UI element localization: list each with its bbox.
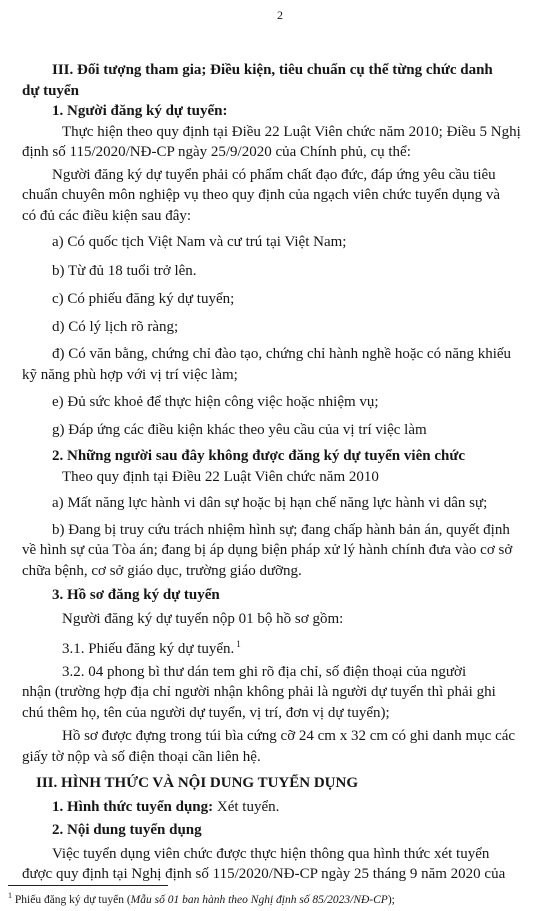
paragraph-line: Hồ sơ được đựng trong túi bìa cứng cỡ 24 cm x 32 cm có ghi danh mục các bbox=[62, 728, 516, 744]
list-item-cont: về hình sự của Tòa án; đang bị áp dụng biện pháp xử lý hành chính đưa vào cơ sở bbox=[22, 542, 513, 558]
list-item: g) Đáp ứng các điều kiện khác theo yêu cầu của vị trí việc làm bbox=[52, 422, 427, 438]
paragraph-line: Theo quy định tại Điều 22 Luật Viên chức năm 2010 bbox=[62, 469, 379, 485]
list-item: a) Mất năng lực hành vi dân sự hoặc bị hạn chế năng lực hành vi dân sự; bbox=[52, 495, 488, 511]
footnote-mark: 1 bbox=[8, 891, 12, 900]
hinh-thuc-label: 1. Hình thức tuyển dụng: bbox=[52, 799, 214, 815]
list-item-text: 3.1. Phiếu đăng ký dự tuyển. bbox=[62, 641, 235, 657]
list-item: b) Từ đủ 18 tuổi trở lên. bbox=[52, 263, 197, 279]
paragraph-line: chuẩn chuyên môn nghiệp vụ theo quy định của ngạch viên chức tuyển dụng và bbox=[22, 187, 501, 203]
list-item: 3.2. 04 phong bì thư dán tem ghi rõ địa chỉ, số điện thoại của người bbox=[62, 664, 467, 680]
hinh-thuc-value: Xét tuyển. bbox=[213, 799, 280, 815]
section-heading-hinh-thuc: III. HÌNH THỨC VÀ NỘI DUNG TUYỂN DỤNG bbox=[36, 775, 358, 791]
list-item: d) Có lý lịch rõ ràng; bbox=[52, 319, 179, 335]
section-heading-cont: dự tuyển bbox=[22, 83, 79, 99]
paragraph-line: Người đăng ký dự tuyển nộp 01 bộ hồ sơ gồm: bbox=[62, 611, 344, 627]
footnote-text: Phiếu đăng ký dự tuyển ( bbox=[12, 893, 131, 906]
subheading-nguoi-dang-ky: 1. Người đăng ký dự tuyển: bbox=[52, 103, 228, 119]
paragraph-line: Thực hiện theo quy định tại Điều 22 Luật Viên chức năm 2010; Điều 5 Nghị bbox=[62, 124, 521, 140]
paragraph-line: định số 115/2020/NĐ-CP ngày 25/9/2020 của Chính phủ, cụ thể: bbox=[22, 144, 411, 160]
footnote bbox=[8, 889, 395, 907]
list-item-cont: chữa bệnh, cơ sở giáo dục, trường giáo dưỡng. bbox=[22, 563, 302, 579]
list-item-cont: chú thêm họ, tên của người dự tuyển, vị trí, đơn vị dự tuyển); bbox=[22, 705, 390, 721]
list-item: đ) Có văn bằng, chứng chỉ đào tạo, chứng chỉ hành nghề hoặc có năng khiếu bbox=[52, 346, 512, 362]
subheading-khong-duoc-dang-ky: 2. Những người sau đây không được đăng ký dự tuyển viên chức bbox=[52, 448, 465, 464]
subheading-noi-dung: 2. Nội dung tuyển dụng bbox=[52, 822, 202, 838]
paragraph-line: có đủ các điều kiện sau đây: bbox=[22, 208, 192, 224]
paragraph-line: Người đăng ký dự tuyển phải có phẩm chất đạo đức, đáp ứng yêu cầu tiêu bbox=[52, 167, 496, 183]
paragraph-line: được quy định tại Nghị định số 115/2020/NĐ-CP ngày 25 tháng 9 năm 2020 của bbox=[22, 866, 506, 882]
footnote-tail: ); bbox=[387, 893, 395, 906]
footnote-italic: Mẫu số 01 ban hành theo Nghị định số 85/2023/NĐ-CP bbox=[130, 893, 388, 906]
page-number: 2 bbox=[277, 8, 283, 22]
subheading-ho-so: 3. Hồ sơ đăng ký dự tuyển bbox=[52, 587, 220, 603]
footnote-separator bbox=[8, 885, 168, 886]
paragraph-line: Việc tuyển dụng viên chức được thực hiện thông qua hình thức xét tuyển bbox=[52, 846, 490, 862]
list-item: a) Có quốc tịch Việt Nam và cư trú tại Việt Nam; bbox=[52, 234, 347, 250]
section-heading-doi-tuong: III. Đối tượng tham gia; Điều kiện, tiêu chuẩn cụ thể từng chức danh bbox=[52, 62, 493, 78]
list-item-cont: kỹ năng phù hợp với vị trí việc làm; bbox=[22, 367, 238, 383]
list-item-cont: nhận (trường hợp địa chỉ người nhận không phải là người dự tuyển thì phải ghi bbox=[22, 684, 496, 700]
paragraph-line: giấy tờ nộp và số điện thoại cần liên hệ. bbox=[22, 749, 261, 765]
list-item: e) Đủ sức khoẻ để thực hiện công việc hoặc nhiệm vụ; bbox=[52, 394, 379, 410]
footnote-reference: 1 bbox=[236, 639, 241, 649]
list-item: b) Đang bị truy cứu trách nhiệm hình sự; đang chấp hành bản án, quyết định bbox=[52, 522, 510, 538]
list-item: c) Có phiếu đăng ký dự tuyển; bbox=[52, 291, 235, 307]
